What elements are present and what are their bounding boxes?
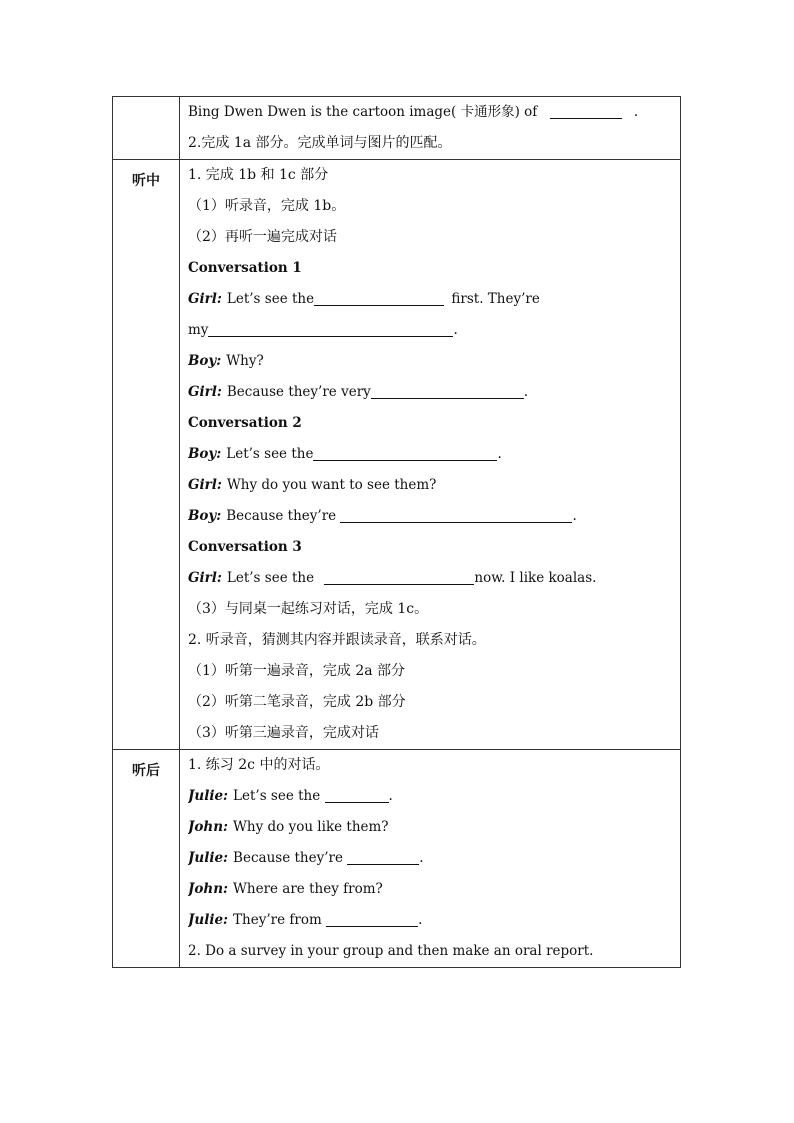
task-line: （2）再听一遍完成对话 — [188, 229, 337, 245]
dialogue-text: first. They’re — [451, 291, 540, 307]
dialogue-line — [188, 563, 674, 594]
speaker-label: Boy: — [188, 508, 222, 524]
dialogue-text: . — [523, 384, 529, 400]
dialogue-line — [188, 781, 674, 812]
dialogue-text: Because they’re very — [226, 384, 371, 400]
row-label-empty — [113, 97, 180, 160]
dialogue-text: . — [572, 508, 577, 524]
speaker-label: Boy: — [188, 446, 222, 462]
intro-period: . — [633, 104, 639, 120]
task-line: （2）听第二笔录音，完成 2b 部分 — [188, 694, 406, 710]
table-row — [113, 97, 681, 160]
dialogue-text: now. I like koalas. — [474, 570, 597, 586]
answer-blank[interactable] — [325, 787, 389, 803]
dialogue-line — [188, 812, 674, 843]
conversation-heading: Conversation 3 — [188, 539, 302, 555]
dialogue-text: . — [388, 788, 393, 804]
conversation-heading: Conversation 2 — [188, 415, 302, 431]
worksheet-table — [112, 96, 681, 968]
answer-blank[interactable] — [313, 445, 497, 461]
dialogue-text: Why? — [226, 353, 264, 369]
task-line: （3）听第三遍录音，完成对话 — [188, 725, 379, 741]
dialogue-line — [188, 377, 674, 408]
answer-blank[interactable] — [550, 103, 622, 119]
speaker-label: Girl: — [188, 477, 222, 493]
row-content — [180, 160, 681, 750]
row-content — [180, 750, 681, 968]
speaker-label: Boy: — [188, 353, 222, 369]
dialogue-text: Because they’re — [226, 508, 337, 524]
speaker-label: John: — [188, 881, 229, 897]
task-line: 1. 完成 1b 和 1c 部分 — [188, 167, 329, 183]
dialogue-text: Let’s see the — [233, 788, 321, 804]
dialogue-text: . — [418, 912, 423, 928]
speaker-label: John: — [188, 819, 229, 835]
dialogue-text: They’re from — [233, 912, 322, 928]
task-line: （1）听录音，完成 1b。 — [188, 198, 346, 214]
table-row — [113, 160, 681, 750]
answer-blank[interactable] — [324, 569, 474, 585]
task-line: 2. 听录音，猜测其内容并跟读录音，联系对话。 — [188, 632, 486, 648]
task-line: （3）与同桌一起练习对话，完成 1c。 — [188, 601, 429, 617]
row-label-after-listening: 听后 — [113, 750, 180, 968]
speaker-label: Girl: — [188, 570, 222, 586]
answer-blank[interactable] — [208, 321, 453, 337]
dialogue-text: Let’s see the — [226, 446, 314, 462]
dialogue-line — [188, 439, 674, 470]
dialogue-line — [188, 284, 674, 315]
task-line: 1. 练习 2c 中的对话。 — [188, 757, 330, 773]
dialogue-line — [188, 501, 674, 532]
dialogue-text: my — [188, 322, 209, 338]
speaker-label: Girl: — [188, 291, 222, 307]
speaker-label: Julie: — [188, 850, 229, 866]
intro-text: Bing Dwen Dwen is the cartoon image( 卡通形象) of — [188, 104, 538, 120]
dialogue-text: Because they’re — [233, 850, 343, 866]
dialogue-line — [188, 315, 674, 346]
intro-line — [188, 97, 674, 128]
dialogue-text: . — [497, 446, 502, 462]
dialogue-line — [188, 470, 674, 501]
task-line: 2. Do a survey in your group and then make an oral report. — [188, 943, 594, 959]
answer-blank[interactable] — [371, 383, 524, 399]
answer-blank[interactable] — [326, 911, 418, 927]
dialogue-line — [188, 905, 674, 936]
answer-blank[interactable] — [347, 849, 419, 865]
dialogue-text: Why do you like them? — [233, 819, 389, 835]
dialogue-line — [188, 346, 674, 377]
task-1a-line: 2.完成 1a 部分。完成单词与图片的匹配。 — [188, 135, 452, 151]
speaker-label: Julie: — [188, 912, 229, 928]
speaker-label: Girl: — [188, 384, 222, 400]
row-label-while-listening: 听中 — [113, 160, 180, 750]
answer-blank[interactable] — [314, 290, 444, 306]
dialogue-line — [188, 874, 674, 905]
dialogue-text: Why do you want to see them? — [226, 477, 437, 493]
conversation-heading: Conversation 1 — [188, 260, 302, 276]
dialogue-text: Let’s see the — [226, 570, 315, 586]
answer-blank[interactable] — [340, 507, 572, 523]
task-line: （1）听第一遍录音，完成 2a 部分 — [188, 663, 406, 679]
dialogue-text: Where are they from? — [233, 881, 383, 897]
dialogue-line — [188, 843, 674, 874]
dialogue-text: . — [419, 850, 424, 866]
dialogue-text: Let’s see the — [226, 291, 315, 307]
dialogue-text: . — [453, 322, 458, 338]
table-row — [113, 750, 681, 968]
row-content — [180, 97, 681, 160]
speaker-label: Julie: — [188, 788, 229, 804]
